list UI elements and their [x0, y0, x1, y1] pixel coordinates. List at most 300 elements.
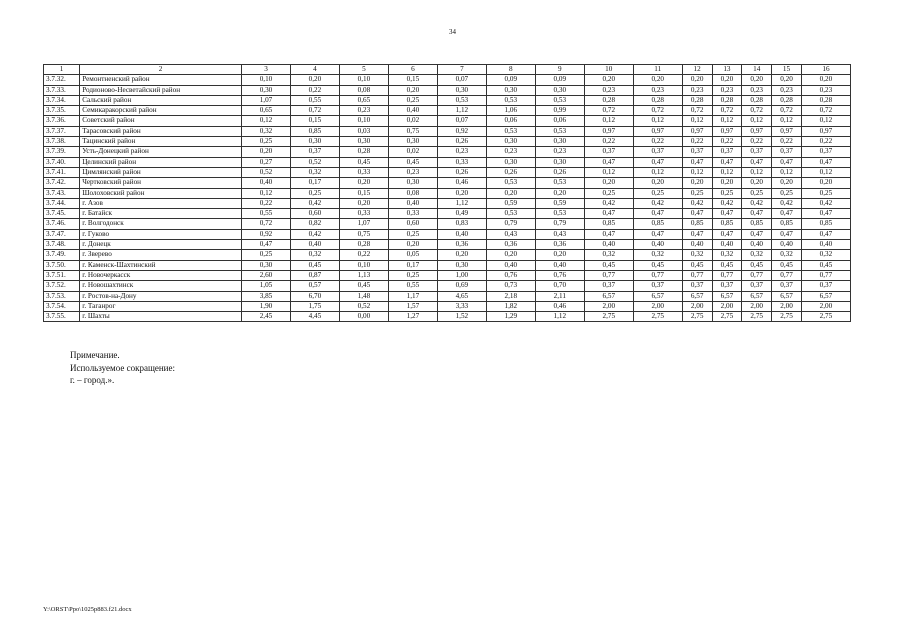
value-cell: 0,77: [772, 270, 802, 280]
table-row: [44, 270, 851, 280]
value-cell: 0,10: [339, 75, 388, 85]
row-code: 3.7.42.: [44, 178, 80, 188]
column-header: 6: [388, 65, 437, 75]
table-row: [44, 116, 851, 126]
value-cell: 0,40: [486, 260, 535, 270]
value-cell: 0,60: [388, 219, 437, 229]
value-cell: 0,26: [535, 167, 584, 177]
value-cell: 0,22: [772, 137, 802, 147]
value-cell: 0,97: [682, 126, 712, 136]
value-cell: 0,25: [742, 188, 772, 198]
value-cell: 0,42: [290, 198, 339, 208]
value-cell: 0,32: [290, 250, 339, 260]
value-cell: 0,37: [772, 281, 802, 291]
value-cell: 0,49: [437, 209, 486, 219]
value-cell: 0,82: [290, 219, 339, 229]
table-row: [44, 260, 851, 270]
value-cell: 0,09: [535, 75, 584, 85]
value-cell: 0,12: [633, 167, 682, 177]
row-code: 3.7.43.: [44, 188, 80, 198]
value-cell: 2,11: [535, 291, 584, 301]
value-cell: 0,32: [712, 250, 742, 260]
row-code: 3.7.36.: [44, 116, 80, 126]
row-name: г. Гуково: [80, 229, 242, 239]
value-cell: 0,37: [712, 281, 742, 291]
value-cell: 0,40: [388, 106, 437, 116]
value-cell: 0,53: [486, 95, 535, 105]
value-cell: 0,32: [584, 250, 633, 260]
value-cell: 0,37: [801, 281, 850, 291]
value-cell: 0,28: [801, 95, 850, 105]
row-name: Усть-Донецкий район: [80, 147, 242, 157]
column-header: 12: [682, 65, 712, 75]
row-name: Тацинский район: [80, 137, 242, 147]
value-cell: 0,20: [801, 178, 850, 188]
value-cell: 0,25: [801, 188, 850, 198]
row-name: Семикаракорский район: [80, 106, 242, 116]
value-cell: 2,00: [742, 301, 772, 311]
value-cell: 0,46: [535, 301, 584, 311]
column-header: 7: [437, 65, 486, 75]
value-cell: 0,85: [290, 126, 339, 136]
value-cell: 0,33: [388, 209, 437, 219]
column-header: 9: [535, 65, 584, 75]
value-cell: 0,76: [535, 270, 584, 280]
table-row: [44, 240, 851, 250]
row-name: г. Донецк: [80, 240, 242, 250]
value-cell: 0,37: [584, 281, 633, 291]
value-cell: 6,57: [801, 291, 850, 301]
value-cell: 0,23: [742, 85, 772, 95]
row-name: г. Каменск-Шахтинский: [80, 260, 242, 270]
value-cell: 6,57: [584, 291, 633, 301]
table-body: [44, 75, 851, 322]
column-header: 1: [44, 65, 80, 75]
value-cell: 0,26: [486, 167, 535, 177]
value-cell: 0,20: [535, 250, 584, 260]
table-row: [44, 147, 851, 157]
value-cell: 0,20: [535, 188, 584, 198]
value-cell: 0,28: [339, 240, 388, 250]
value-cell: 0,23: [801, 85, 850, 95]
value-cell: 0,12: [772, 167, 802, 177]
value-cell: 0,37: [633, 147, 682, 157]
value-cell: 0,52: [290, 157, 339, 167]
value-cell: 0,79: [486, 219, 535, 229]
value-cell: 4,65: [437, 291, 486, 301]
value-cell: 0,79: [535, 219, 584, 229]
row-name: Ремонтненский район: [80, 75, 242, 85]
row-name: г. Новочеркасск: [80, 270, 242, 280]
value-cell: 0,47: [742, 229, 772, 239]
value-cell: 1,75: [290, 301, 339, 311]
row-name: г. Новошахтинск: [80, 281, 242, 291]
value-cell: 0,53: [437, 95, 486, 105]
value-cell: 0,20: [742, 75, 772, 85]
value-cell: 0,42: [633, 198, 682, 208]
value-cell: 6,70: [290, 291, 339, 301]
value-cell: 0,23: [437, 147, 486, 157]
value-cell: 0,45: [290, 260, 339, 270]
value-cell: 0,15: [290, 116, 339, 126]
value-cell: 0,25: [633, 188, 682, 198]
value-cell: 1,12: [437, 106, 486, 116]
value-cell: 0,47: [584, 157, 633, 167]
value-cell: 1,82: [486, 301, 535, 311]
value-cell: 3,85: [242, 291, 291, 301]
file-path: Y:\ORST\Ppo\1025p883.f21.docx: [43, 606, 132, 613]
column-header: 8: [486, 65, 535, 75]
value-cell: 0,99: [535, 106, 584, 116]
table-row: [44, 188, 851, 198]
value-cell: 0,40: [535, 260, 584, 270]
value-cell: 1,17: [388, 291, 437, 301]
value-cell: 0,97: [772, 126, 802, 136]
value-cell: 2,00: [633, 301, 682, 311]
value-cell: 0,97: [584, 126, 633, 136]
value-cell: 0,30: [242, 85, 291, 95]
value-cell: 0,97: [742, 126, 772, 136]
value-cell: 0,12: [633, 116, 682, 126]
value-cell: 0,22: [682, 137, 712, 147]
value-cell: 0,87: [290, 270, 339, 280]
value-cell: 0,30: [437, 260, 486, 270]
table-row: [44, 85, 851, 95]
table-row: [44, 219, 851, 229]
value-cell: 0,33: [339, 167, 388, 177]
value-cell: 0,47: [633, 209, 682, 219]
value-cell: 0,65: [339, 95, 388, 105]
value-cell: 2,75: [772, 312, 802, 322]
value-cell: 0,20: [290, 75, 339, 85]
value-cell: 2,75: [742, 312, 772, 322]
value-cell: 0,12: [682, 116, 712, 126]
value-cell: 0,12: [772, 116, 802, 126]
value-cell: 0,47: [712, 229, 742, 239]
value-cell: 0,09: [486, 75, 535, 85]
value-cell: 0,23: [712, 85, 742, 95]
value-cell: 1,05: [242, 281, 291, 291]
value-cell: 0,32: [772, 250, 802, 260]
row-name: Тарасовский район: [80, 126, 242, 136]
row-name: г. Волгодонск: [80, 219, 242, 229]
value-cell: 0,07: [437, 116, 486, 126]
value-cell: 0,45: [584, 260, 633, 270]
value-cell: 0,92: [242, 229, 291, 239]
value-cell: 0,25: [388, 95, 437, 105]
value-cell: 0,20: [388, 85, 437, 95]
value-cell: 0,37: [290, 147, 339, 157]
value-cell: 0,47: [712, 157, 742, 167]
row-code: 3.7.32.: [44, 75, 80, 85]
value-cell: 0,85: [772, 219, 802, 229]
value-cell: 0,20: [633, 75, 682, 85]
value-cell: 0,53: [535, 209, 584, 219]
value-cell: 2,00: [584, 301, 633, 311]
row-name: Советский район: [80, 116, 242, 126]
value-cell: 0,12: [712, 167, 742, 177]
value-cell: 0,76: [486, 270, 535, 280]
value-cell: 0,37: [772, 147, 802, 157]
row-name: г. Батайск: [80, 209, 242, 219]
value-cell: 0,10: [339, 260, 388, 270]
value-cell: 0,25: [242, 250, 291, 260]
value-cell: 0,37: [742, 281, 772, 291]
value-cell: 0,42: [682, 198, 712, 208]
table-row: [44, 157, 851, 167]
value-cell: 1,07: [339, 219, 388, 229]
value-cell: 1,29: [486, 312, 535, 322]
value-cell: 0,47: [682, 229, 712, 239]
row-code: 3.7.45.: [44, 209, 80, 219]
value-cell: 0,12: [742, 116, 772, 126]
value-cell: 0,72: [584, 106, 633, 116]
value-cell: 0,12: [801, 116, 850, 126]
value-cell: 0,59: [486, 198, 535, 208]
table-row: [44, 126, 851, 136]
value-cell: 0,23: [682, 85, 712, 95]
table-row: [44, 229, 851, 239]
row-code: 3.7.38.: [44, 137, 80, 147]
value-cell: 0,33: [437, 157, 486, 167]
value-cell: 0,22: [633, 137, 682, 147]
note: [70, 349, 175, 387]
value-cell: 0,32: [682, 250, 712, 260]
value-cell: 0,12: [682, 167, 712, 177]
row-code: 3.7.37.: [44, 126, 80, 136]
value-cell: 0,12: [584, 167, 633, 177]
value-cell: 0,72: [242, 219, 291, 229]
value-cell: 0,23: [584, 85, 633, 95]
value-cell: 0,12: [712, 116, 742, 126]
header-row: [44, 65, 851, 75]
column-header: 16: [801, 65, 850, 75]
value-cell: 0,07: [437, 75, 486, 85]
value-cell: 0,45: [742, 260, 772, 270]
value-cell: 0,85: [742, 219, 772, 229]
column-header: 11: [633, 65, 682, 75]
value-cell: 2,75: [801, 312, 850, 322]
table-row: [44, 281, 851, 291]
column-header: 5: [339, 65, 388, 75]
value-cell: 0,28: [339, 147, 388, 157]
value-cell: 1,52: [437, 312, 486, 322]
value-cell: 0,25: [584, 188, 633, 198]
value-cell: 0,20: [437, 250, 486, 260]
value-cell: 2,75: [633, 312, 682, 322]
value-cell: 0,22: [712, 137, 742, 147]
value-cell: 2,75: [712, 312, 742, 322]
value-cell: 0,30: [535, 137, 584, 147]
table-row: [44, 209, 851, 219]
row-code: 3.7.41.: [44, 167, 80, 177]
value-cell: 0,60: [290, 209, 339, 219]
value-cell: 0,30: [339, 137, 388, 147]
value-cell: 0,47: [801, 209, 850, 219]
value-cell: 0,85: [584, 219, 633, 229]
row-code: 3.7.52.: [44, 281, 80, 291]
value-cell: 0,30: [486, 137, 535, 147]
value-cell: 2,00: [712, 301, 742, 311]
value-cell: 0,40: [772, 240, 802, 250]
value-cell: 0,32: [290, 167, 339, 177]
column-header: 13: [712, 65, 742, 75]
value-cell: 0,12: [242, 116, 291, 126]
row-name: Шолоховский район: [80, 188, 242, 198]
value-cell: 0,28: [633, 95, 682, 105]
value-cell: 0,85: [682, 219, 712, 229]
value-cell: 0,37: [584, 147, 633, 157]
row-name: г. Азов: [80, 198, 242, 208]
value-cell: 0,52: [242, 167, 291, 177]
value-cell: 0,40: [290, 240, 339, 250]
row-name: Родионово-Несветайский район: [80, 85, 242, 95]
value-cell: 0,55: [242, 209, 291, 219]
value-cell: 0,72: [290, 106, 339, 116]
row-code: 3.7.55.: [44, 312, 80, 322]
value-cell: 0,45: [388, 157, 437, 167]
column-header: 15: [772, 65, 802, 75]
value-cell: 0,42: [742, 198, 772, 208]
value-cell: 4,45: [290, 312, 339, 322]
value-cell: 0,40: [388, 198, 437, 208]
row-name: г. Таганрог: [80, 301, 242, 311]
value-cell: 0,37: [712, 147, 742, 157]
value-cell: 0,23: [388, 167, 437, 177]
value-cell: 0,45: [682, 260, 712, 270]
data-table: [43, 64, 851, 322]
value-cell: 0,27: [242, 157, 291, 167]
value-cell: 0,20: [682, 178, 712, 188]
table-row: [44, 291, 851, 301]
value-cell: 0,22: [290, 85, 339, 95]
value-cell: 0,57: [290, 281, 339, 291]
row-code: 3.7.54.: [44, 301, 80, 311]
value-cell: 0,37: [801, 147, 850, 157]
row-name: г. Ростов-на-Дону: [80, 291, 242, 301]
value-cell: 6,57: [682, 291, 712, 301]
value-cell: 0,25: [290, 188, 339, 198]
value-cell: 0,22: [242, 198, 291, 208]
value-cell: 0,53: [486, 178, 535, 188]
value-cell: 0,15: [388, 75, 437, 85]
value-cell: 0,20: [339, 198, 388, 208]
value-cell: 0,47: [682, 157, 712, 167]
row-code: 3.7.46.: [44, 219, 80, 229]
value-cell: 0,40: [682, 240, 712, 250]
value-cell: 0,47: [772, 229, 802, 239]
value-cell: 0,15: [339, 188, 388, 198]
value-cell: 0,72: [712, 106, 742, 116]
value-cell: 2,75: [682, 312, 712, 322]
value-cell: 0,37: [742, 147, 772, 157]
row-code: 3.7.47.: [44, 229, 80, 239]
value-cell: 0,45: [339, 157, 388, 167]
value-cell: 0,77: [633, 270, 682, 280]
value-cell: 0,20: [712, 75, 742, 85]
page-number: 34: [449, 28, 456, 36]
value-cell: 0,53: [535, 95, 584, 105]
value-cell: 0,22: [801, 137, 850, 147]
row-code: 3.7.51.: [44, 270, 80, 280]
value-cell: 0,85: [712, 219, 742, 229]
value-cell: 0,10: [339, 116, 388, 126]
row-code: 3.7.34.: [44, 95, 80, 105]
value-cell: 0,72: [682, 106, 712, 116]
value-cell: 0,45: [772, 260, 802, 270]
row-code: 3.7.48.: [44, 240, 80, 250]
value-cell: 0,47: [801, 229, 850, 239]
value-cell: 0,30: [486, 157, 535, 167]
value-cell: 0,20: [772, 178, 802, 188]
column-header: 2: [80, 65, 242, 75]
row-name: Сальский район: [80, 95, 242, 105]
value-cell: 0,30: [437, 85, 486, 95]
value-cell: 0,77: [742, 270, 772, 280]
table-row: [44, 250, 851, 260]
value-cell: 0,65: [242, 106, 291, 116]
row-name: г. Зверево: [80, 250, 242, 260]
value-cell: 6,57: [772, 291, 802, 301]
row-name: г. Шахты: [80, 312, 242, 322]
row-code: 3.7.39.: [44, 147, 80, 157]
value-cell: 0,47: [772, 209, 802, 219]
value-cell: 0,30: [486, 85, 535, 95]
value-cell: 0,72: [742, 106, 772, 116]
value-cell: 0,32: [742, 250, 772, 260]
value-cell: 0,47: [712, 209, 742, 219]
value-cell: 0,20: [486, 188, 535, 198]
value-cell: 0,36: [486, 240, 535, 250]
value-cell: 0,40: [742, 240, 772, 250]
value-cell: 0,20: [584, 178, 633, 188]
value-cell: 2,00: [772, 301, 802, 311]
column-header: 14: [742, 65, 772, 75]
table-row: [44, 106, 851, 116]
value-cell: 0,40: [242, 178, 291, 188]
value-cell: 0,22: [339, 250, 388, 260]
row-name: Цимлянский район: [80, 167, 242, 177]
value-cell: 0,20: [772, 75, 802, 85]
value-cell: 0,77: [801, 270, 850, 280]
value-cell: 0,23: [772, 85, 802, 95]
value-cell: 0,47: [242, 240, 291, 250]
value-cell: 0,53: [486, 126, 535, 136]
value-cell: 0,17: [290, 178, 339, 188]
column-header: 10: [584, 65, 633, 75]
value-cell: 0,20: [712, 178, 742, 188]
value-cell: 0,47: [584, 229, 633, 239]
value-cell: 0,45: [339, 281, 388, 291]
value-cell: 0,30: [290, 137, 339, 147]
value-cell: 0,23: [339, 106, 388, 116]
value-cell: 0,97: [801, 126, 850, 136]
value-cell: 0,20: [633, 178, 682, 188]
value-cell: 0,32: [242, 126, 291, 136]
value-cell: 1,57: [388, 301, 437, 311]
row-name: Чертковский район: [80, 178, 242, 188]
value-cell: 0,46: [437, 178, 486, 188]
value-cell: 0,70: [535, 281, 584, 291]
value-cell: 6,57: [633, 291, 682, 301]
value-cell: 0,06: [486, 116, 535, 126]
value-cell: 0,32: [633, 250, 682, 260]
row-name: Целинский район: [80, 157, 242, 167]
value-cell: 0,73: [486, 281, 535, 291]
value-cell: 0,36: [437, 240, 486, 250]
row-code: 3.7.33.: [44, 85, 80, 95]
value-cell: 0,26: [437, 167, 486, 177]
